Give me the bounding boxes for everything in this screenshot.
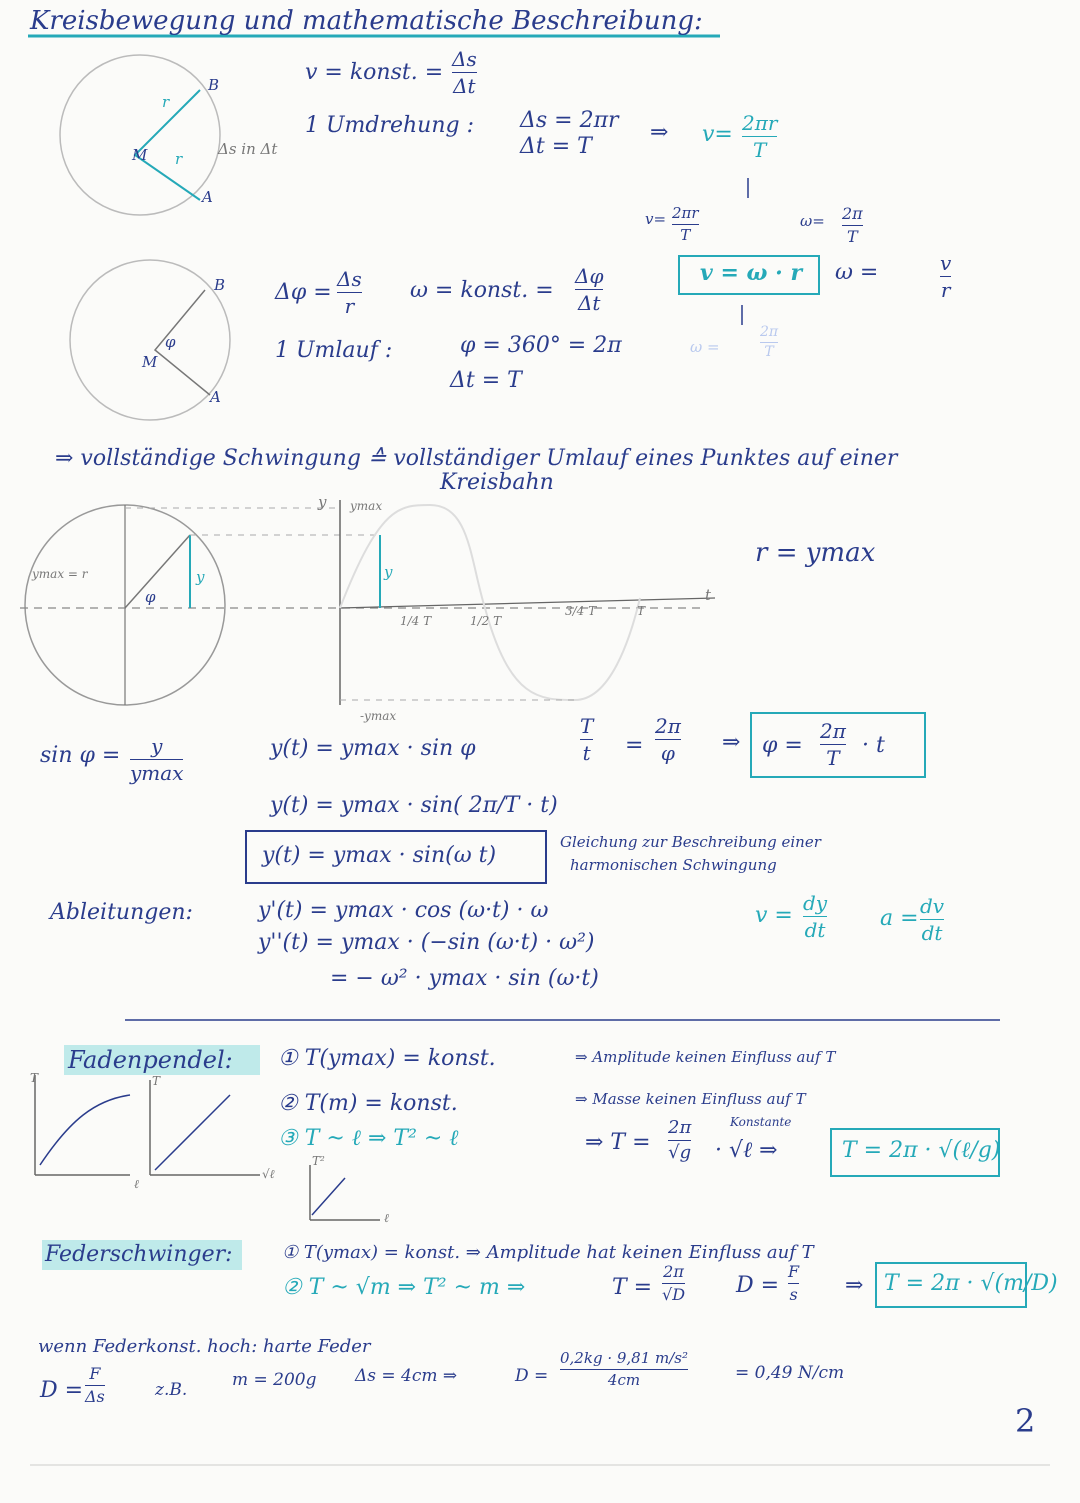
feder-ds: Δs = 4cm ⇒ bbox=[355, 1366, 458, 1386]
fadenpendel-r1: ⇒ Amplitude keinen Einfluss auf T bbox=[575, 1048, 836, 1066]
tick-2: 1/2 T bbox=[470, 614, 502, 628]
frac-den: √D bbox=[662, 1284, 686, 1304]
label-phi: φ bbox=[165, 333, 176, 351]
frac-num: v bbox=[940, 251, 952, 275]
fadenpendel-p2: ② T(m) = konst. bbox=[278, 1091, 458, 1116]
circle-2 bbox=[70, 260, 230, 420]
frac-num: 2πr bbox=[742, 111, 778, 135]
gleichung-note-2: harmonischen Schwingung bbox=[570, 856, 777, 874]
page-number: 2 bbox=[1015, 1402, 1036, 1440]
omega-konst-fraction bbox=[575, 265, 603, 314]
omega-v-lhs: ω = bbox=[835, 260, 879, 285]
frac-num: Δφ bbox=[575, 264, 604, 288]
graph-ymax-bottom: -ymax bbox=[360, 709, 397, 723]
frac-den: T bbox=[847, 226, 858, 246]
dphi-lhs: Δφ = bbox=[275, 280, 332, 305]
umdrehung: 1 Umdrehung : bbox=[305, 113, 475, 138]
page-title: Kreisbewegung und mathematische Beschreibung: bbox=[30, 6, 703, 36]
frac-den: ymax bbox=[130, 761, 184, 785]
label-a2: A bbox=[210, 388, 221, 406]
t-eq-2: Δt = T bbox=[450, 368, 522, 393]
fadenpendel-p3: ③ T ~ ℓ ⇒ T² ~ ℓ bbox=[278, 1126, 459, 1151]
phi-box-lhs: φ = bbox=[762, 733, 803, 758]
fadenpendel-p1: ① T(ymax) = konst. bbox=[278, 1046, 496, 1071]
t-ratio-2 bbox=[655, 715, 681, 764]
frac-num: Δs bbox=[452, 47, 477, 71]
ableitung-3: = − ω² · ymax · sin (ω·t) bbox=[330, 966, 599, 991]
omega-v-fraction bbox=[940, 252, 951, 301]
g2-axis-y: T bbox=[152, 1074, 161, 1088]
frac-den: T bbox=[826, 746, 840, 770]
frac-num: Δs bbox=[337, 267, 362, 291]
frac-num: y bbox=[151, 734, 163, 758]
omega-lhs: ω= bbox=[800, 212, 825, 230]
tick-1: 1/4 T bbox=[400, 614, 432, 628]
federschwinger-label: Federschwinger: bbox=[45, 1242, 233, 1267]
fadenpendel-r3-rhs: · √ℓ ⇒ bbox=[715, 1138, 778, 1163]
frac-num: 2π bbox=[760, 324, 779, 340]
schwingung-line-2: Kreisbahn bbox=[440, 470, 554, 495]
graph-y-axis: y bbox=[318, 493, 327, 511]
tick-3: 3/4 T bbox=[565, 604, 597, 618]
t-ratio-eq: = bbox=[625, 733, 644, 758]
frac-den: √g bbox=[668, 1141, 692, 1163]
frac-num: F bbox=[788, 1262, 800, 1281]
g3-axis-y: T² bbox=[312, 1154, 325, 1168]
g3-axis-x: ℓ bbox=[384, 1211, 389, 1225]
graph-y-label-2: y bbox=[384, 563, 393, 581]
feder-m: m = 200g bbox=[232, 1370, 317, 1390]
feder-d-fraction bbox=[85, 1365, 105, 1405]
umlauf: 1 Umlauf : bbox=[275, 338, 393, 363]
label-m2: M bbox=[142, 353, 158, 371]
label-m1: M bbox=[132, 146, 148, 164]
fadenpendel-label: Fadenpendel: bbox=[68, 1046, 233, 1074]
frac-den: φ bbox=[660, 741, 675, 765]
frac-num: 2πr bbox=[672, 204, 699, 222]
circle-1 bbox=[60, 55, 220, 215]
label-b2: B bbox=[214, 276, 226, 294]
schwingung-line-1: ⇒ vollständige Schwingung ≙ vollständiger Umlauf eines Punktes auf einer bbox=[55, 446, 898, 471]
phi-box-rhs: · t bbox=[862, 733, 885, 758]
federschwinger-p1: ① T(ymax) = konst. ⇒ Amplitude hat keinen Einfluss auf T bbox=[282, 1242, 814, 1263]
v-def-lhs: v = bbox=[755, 903, 793, 928]
frac-den: r bbox=[344, 294, 355, 318]
federschwinger-d-fraction bbox=[788, 1263, 799, 1303]
a-def-lhs: a = bbox=[880, 906, 919, 931]
omega-small-lhs: ω = bbox=[690, 338, 720, 356]
fadenpendel-box-text: T = 2π · √(ℓ/g) bbox=[842, 1138, 1001, 1163]
graph-ymax-top: ymax bbox=[350, 499, 383, 513]
label-b1: B bbox=[208, 76, 220, 94]
gleichung-note-1: Gleichung zur Beschreibung einer bbox=[560, 833, 821, 851]
graph-t-axis: t bbox=[705, 586, 712, 604]
frac-num: 0,2kg · 9,81 m/s² bbox=[560, 1349, 689, 1367]
label-a1: A bbox=[202, 188, 213, 206]
federschwinger-d-lhs: D = bbox=[736, 1273, 780, 1298]
t-ratio-arrow: ⇒ bbox=[722, 730, 741, 755]
frac-num: 2π bbox=[668, 1117, 692, 1138]
frac-den: t bbox=[582, 741, 591, 765]
dphi-fraction bbox=[337, 268, 362, 317]
graph-phi: φ bbox=[145, 588, 156, 606]
feder-d-lhs: D = bbox=[40, 1378, 84, 1403]
frac-num: 2π bbox=[655, 714, 681, 738]
r-ymax: r = ymax bbox=[755, 538, 876, 568]
label-r1: r bbox=[162, 93, 170, 111]
implies: ⇒ bbox=[650, 120, 669, 145]
t-eq: Δt = T bbox=[520, 134, 592, 159]
frac-den: T bbox=[680, 225, 691, 244]
v-eq-lhs: v= bbox=[702, 122, 733, 147]
t-ratio-1 bbox=[580, 715, 593, 764]
frac-num: 2π bbox=[842, 204, 863, 223]
v-konst: v = konst. = bbox=[305, 60, 444, 85]
sin-def-fraction bbox=[130, 735, 183, 784]
frac-den: dt bbox=[804, 918, 826, 942]
label-arc: Δs in Δt bbox=[218, 140, 278, 158]
tick-4: T bbox=[637, 604, 646, 618]
federschwinger-arrow: ⇒ bbox=[845, 1273, 864, 1298]
federschwinger-p2: ② T ~ √m ⇒ T² ~ m ⇒ bbox=[282, 1275, 526, 1300]
frac-den: T bbox=[764, 344, 774, 361]
s-eq: Δs = 2πr bbox=[520, 108, 619, 133]
frac-den: T bbox=[753, 138, 767, 162]
v-eq-fraction bbox=[742, 112, 777, 161]
frac-den: r bbox=[940, 278, 951, 302]
frac-den: Δs bbox=[85, 1386, 105, 1406]
g1-axis-y: T bbox=[30, 1071, 39, 1085]
feder-result: = 0,49 N/cm bbox=[735, 1363, 845, 1383]
fadenpendel-r3-lhs: ⇒ T = bbox=[585, 1130, 651, 1155]
fadenpendel-r3-fraction bbox=[668, 1118, 691, 1163]
feder-example-line: wenn Federkonst. hoch: harte Feder bbox=[38, 1336, 371, 1357]
ableitung-1: y'(t) = ymax · cos (ω·t) · ω bbox=[258, 898, 549, 923]
y-eq-1: y(t) = ymax · sin φ bbox=[270, 736, 476, 761]
frac-num: dy bbox=[803, 891, 828, 915]
fadenpendel-konst: Konstante bbox=[730, 1115, 792, 1129]
v2-fraction bbox=[672, 205, 699, 243]
omega-small-fraction bbox=[760, 325, 778, 361]
g2-extra: √ℓ bbox=[262, 1167, 275, 1181]
v-def-fraction bbox=[803, 892, 827, 941]
feder-zb: z.B. bbox=[155, 1380, 188, 1400]
frac-den: Δt bbox=[453, 74, 476, 98]
v-fraction bbox=[452, 48, 477, 97]
sin-def-lhs: sin φ = bbox=[40, 743, 121, 768]
y-eq-2: y(t) = ymax · sin( 2π/T · t) bbox=[270, 793, 558, 818]
sine-curve bbox=[340, 505, 640, 700]
frac-num: dv bbox=[920, 894, 945, 918]
y-eq-3: y(t) = ymax · sin(ω t) bbox=[262, 843, 497, 868]
ableitung-2: y''(t) = ymax · (−sin (ω·t) · ω²) bbox=[258, 930, 595, 955]
ymax-r-label: ymax = r bbox=[32, 567, 88, 581]
frac-num: F bbox=[89, 1364, 101, 1383]
label-r2: r bbox=[175, 150, 183, 168]
federschwinger-t-lhs: T = bbox=[612, 1275, 653, 1300]
graph-y-label: y bbox=[196, 568, 205, 586]
feder-d2-lhs: D = bbox=[515, 1366, 549, 1386]
federschwinger-box-text: T = 2π · √(m/D) bbox=[884, 1271, 1058, 1296]
frac-num: T bbox=[580, 714, 594, 738]
phi-eq: φ = 360° = 2π bbox=[460, 333, 622, 358]
omega-konst: ω = konst. = bbox=[410, 278, 554, 303]
frac-den: dt bbox=[921, 921, 943, 945]
vwr: v = ω · r bbox=[700, 260, 803, 286]
v2-lhs: v= bbox=[645, 210, 667, 228]
fadenpendel-r2: ⇒ Masse keinen Einfluss auf T bbox=[575, 1090, 806, 1108]
phi-box-fraction bbox=[820, 720, 846, 769]
feder-d2-fraction bbox=[560, 1350, 688, 1388]
frac-num: 2π bbox=[663, 1262, 684, 1281]
frac-den: Δt bbox=[577, 291, 601, 315]
a-def-fraction bbox=[920, 895, 944, 944]
ableitungen-label: Ableitungen: bbox=[50, 900, 193, 925]
frac-den: s bbox=[789, 1284, 798, 1304]
omega-fraction bbox=[842, 205, 863, 245]
g2-axis-x: ℓ bbox=[134, 1177, 139, 1191]
federschwinger-t-fraction bbox=[662, 1263, 685, 1303]
frac-num: 2π bbox=[820, 719, 846, 743]
frac-den: 4cm bbox=[607, 1370, 641, 1389]
